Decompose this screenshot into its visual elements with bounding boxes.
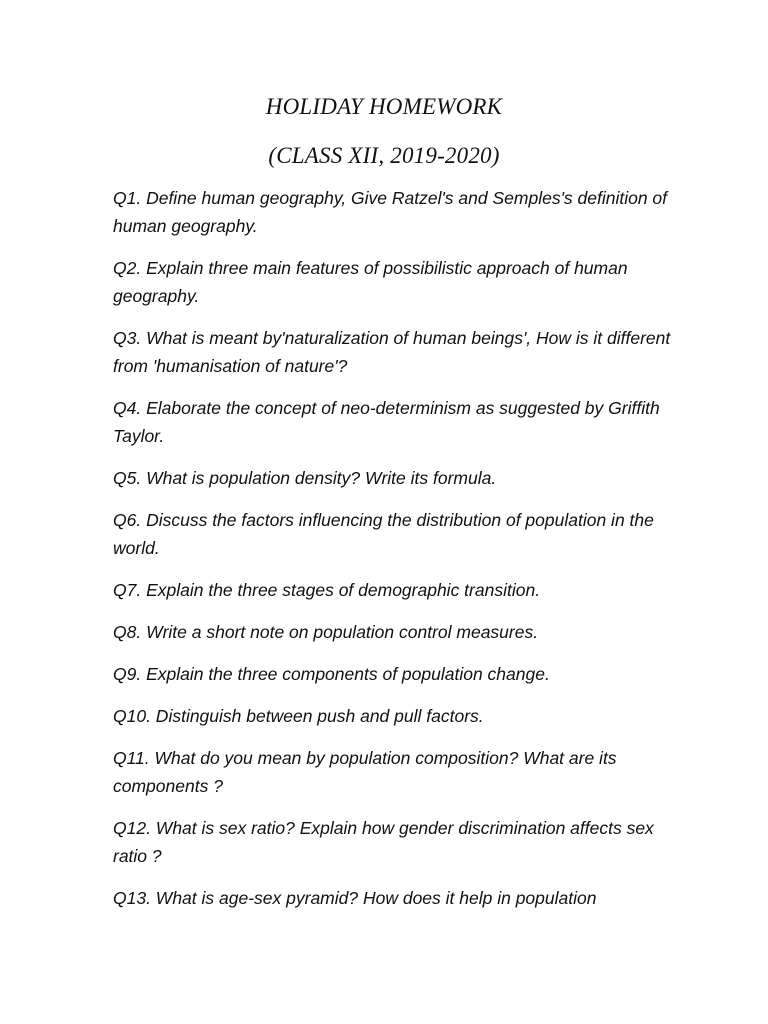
document-subtitle: (CLASS XII, 2019-2020) xyxy=(268,143,500,168)
question-item: Q9. Explain the three components of population change. xyxy=(113,664,550,684)
question-list xyxy=(113,184,673,926)
question-item: Q12. What is sex ratio? Explain how gender discrimination affects sex ratio ? xyxy=(113,818,654,866)
question-item: Q13. What is age-sex pyramid? How does it help in population xyxy=(113,888,597,908)
question-item: Q8. Write a short note on population control measures. xyxy=(113,622,539,642)
question-item: Q11. What do you mean by population composition? What are its components ? xyxy=(113,748,617,796)
question-item: Q1. Define human geography, Give Ratzel's and Semples's definition of human geography. xyxy=(113,188,668,236)
document-title: HOLIDAY HOMEWORK xyxy=(265,94,503,119)
question-item: Q3. What is meant by'naturalization of human beings', How is it different from 'humanisation of nature'? xyxy=(113,328,671,376)
question-item: Q5. What is population density? Write its formula. xyxy=(113,468,497,488)
question-item: Q4. Elaborate the concept of neo-determinism as suggested by Griffith Taylor. xyxy=(113,398,660,446)
question-item: Q7. Explain the three stages of demographic transition. xyxy=(113,580,541,600)
question-item: Q10. Distinguish between push and pull factors. xyxy=(113,706,484,726)
question-item: Q6. Discuss the factors influencing the distribution of population in the world. xyxy=(113,510,654,558)
question-item: Q2. Explain three main features of possibilistic approach of human geography. xyxy=(113,258,628,306)
